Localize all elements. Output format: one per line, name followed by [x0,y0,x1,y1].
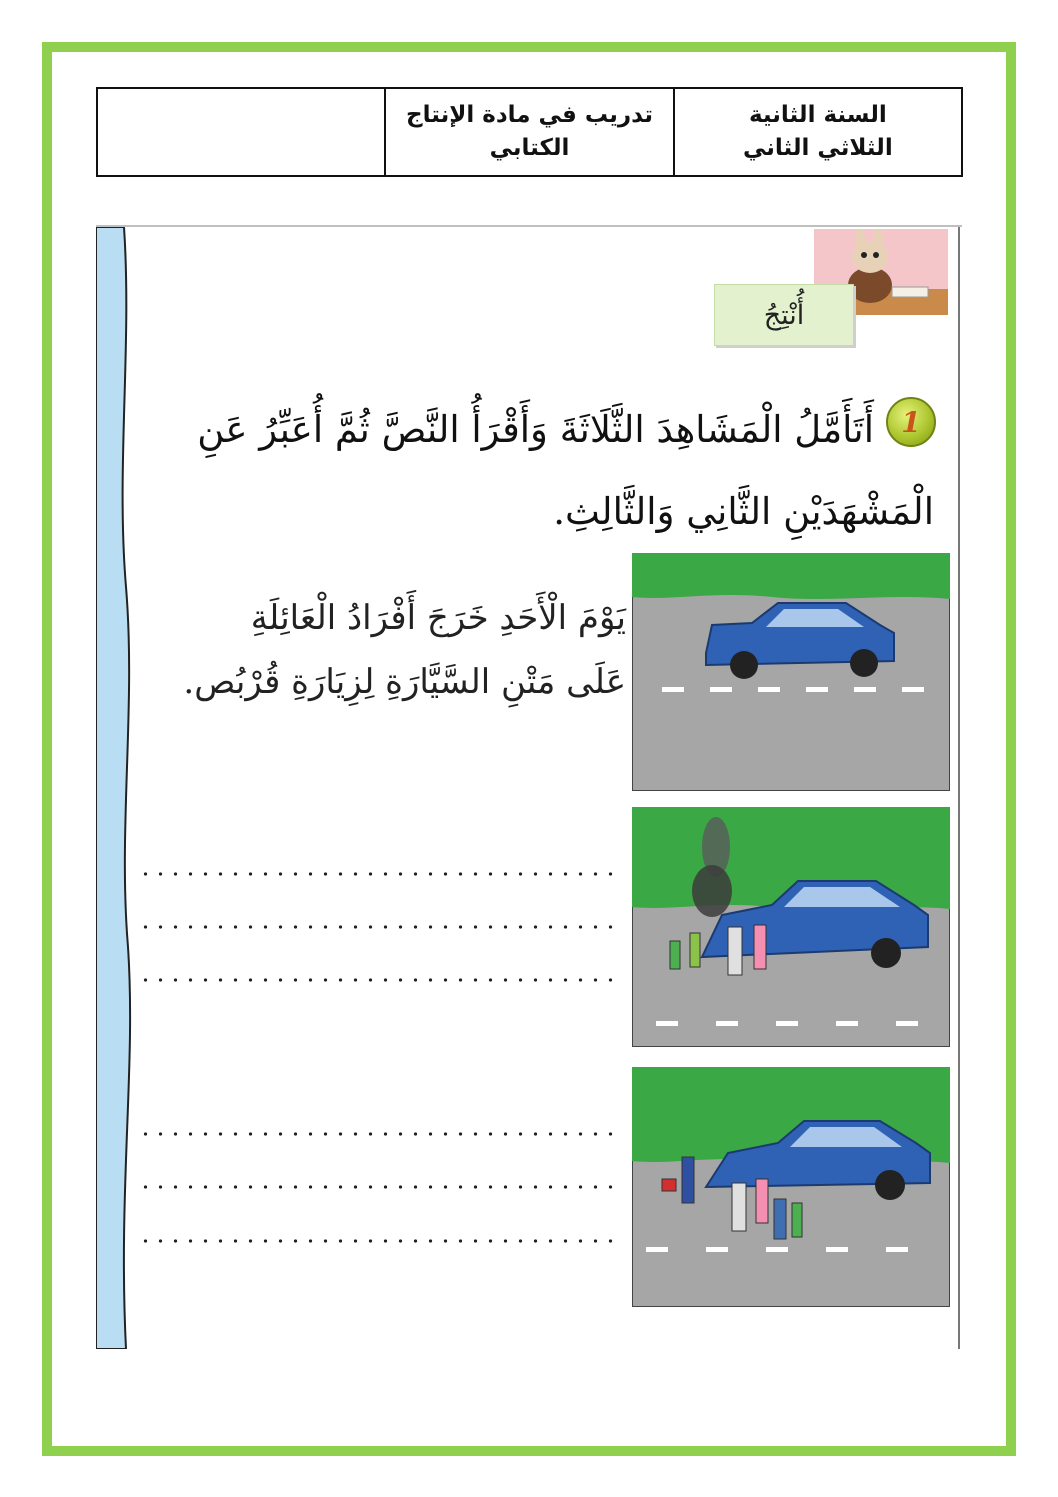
level-cell [675,89,961,175]
exercise-number-badge: 1 [886,397,936,447]
sample-text-line1: يَوْمَ الْأَحَدِ خَرَجَ أَفْرَادُ الْعَائِلَةِ [250,598,626,638]
level-line1: السنة الثانية [748,101,887,128]
subject-line1: تدريب في مادة الإنتاج [406,101,654,128]
exercise-instruction: أَتَأَمَّلُ الْمَشَاهِدَ الثَّلَاثَةَ وَأَقْرَأُ النَّصَّ ثُمَّ أُعَبِّرُ عَنِ الْمَشْهَدَيْنِ الثَّانِي وَالثَّالِثِ. [197,408,934,533]
answer-line[interactable] [138,872,618,876]
level-line2: الثلاثي الثاني [742,135,893,161]
sample-text-line2: عَلَى مَتْنِ السَّيَّارَةِ لِزِيَارَةِ قُرْبُص. [183,662,626,702]
answer-line[interactable] [138,925,618,929]
scene-car-repair [632,1067,950,1307]
answer-line[interactable] [138,1185,618,1189]
answer-line[interactable] [138,1239,618,1243]
answer-line[interactable] [138,978,618,982]
blank-cell [98,89,386,175]
subject-line2: الكتابي [489,135,570,161]
section-tag: أُنْتِجُ [714,284,854,346]
textbook-page [96,225,962,1349]
scene-car-breakdown [632,807,950,1047]
subject-cell [386,89,674,175]
answer-line[interactable] [138,1132,618,1136]
scene-car-driving [632,553,950,791]
sample-text [126,597,626,703]
header-table [96,87,963,177]
